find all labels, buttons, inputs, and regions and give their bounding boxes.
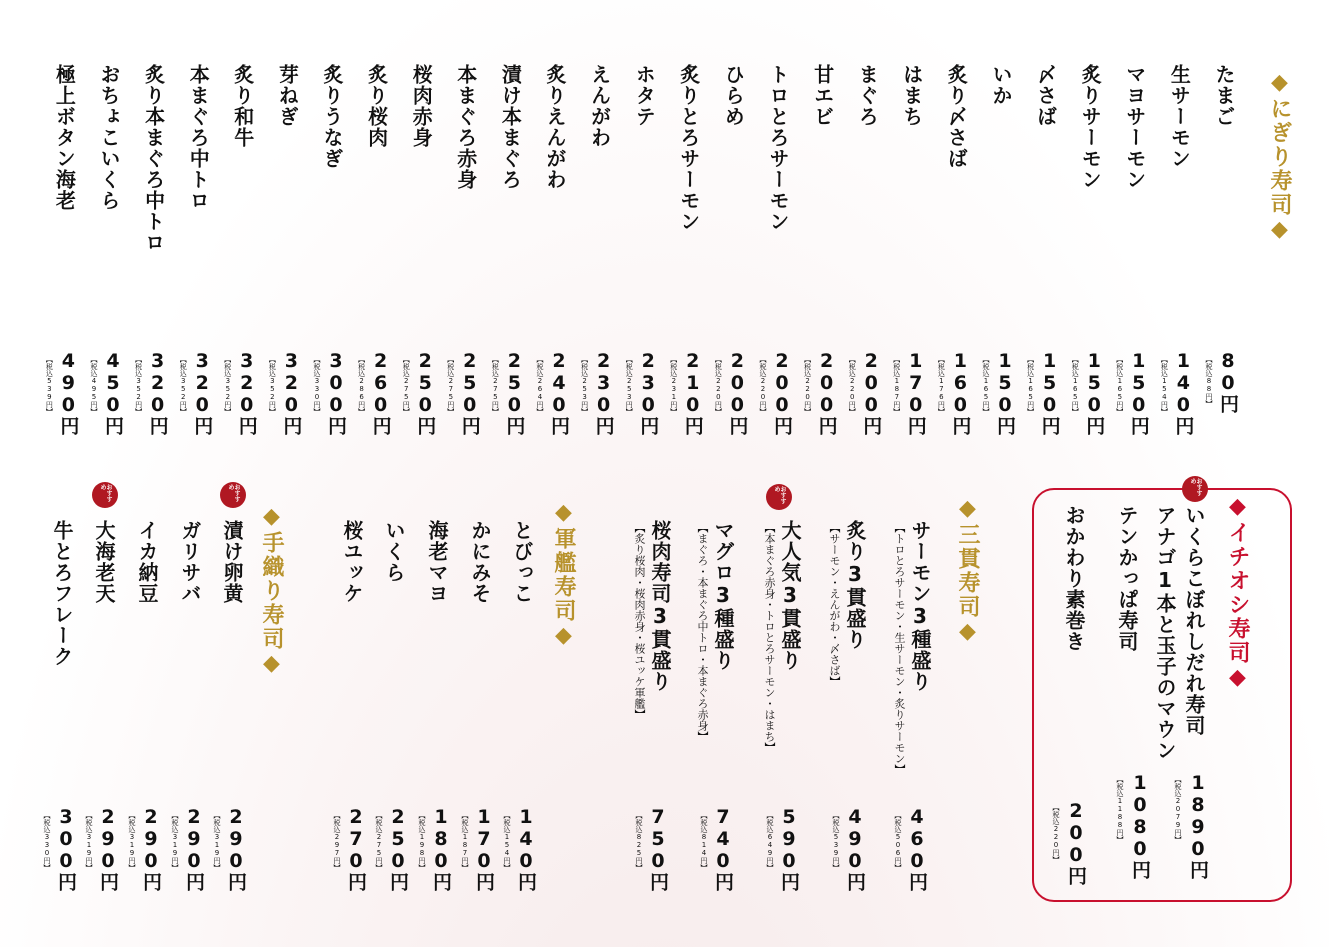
sankan-item-tax: 【税込814円】	[700, 812, 708, 871]
sankan-item-price: 750円	[647, 806, 669, 891]
diamond-icon: ◆	[1225, 665, 1250, 692]
nigiri-item-name: 生サーモン	[1167, 64, 1192, 169]
nigiri-item-price: 200円	[860, 350, 883, 435]
nigiri-item-tax: 【税込286円】	[357, 356, 366, 415]
ichioshi-item-tax: 【税込220円】	[1052, 804, 1060, 863]
nigiri-item-price: 150円	[1127, 350, 1150, 435]
badge-text: おすすめ	[99, 484, 112, 502]
nigiri-item-price: 320円	[191, 350, 214, 435]
ichioshi-title: イチオシ寿司	[1225, 521, 1250, 665]
nigiri-title: にぎり寿司	[1267, 97, 1292, 217]
nigiri-item-name: トロとろサーモン	[766, 64, 790, 232]
teori-item-price: 290円	[225, 806, 247, 891]
gunkan-title: 軍艦寿司	[551, 527, 576, 623]
sankan-item-name: 桜肉寿司3貫盛り	[648, 520, 672, 692]
nigiri-item-price: 450円	[102, 350, 124, 435]
nigiri-item-tax: 【税込275円】	[446, 356, 455, 415]
sankan-item-tax: 【税込506円】	[894, 812, 902, 871]
gunkan-item-price: 270円	[345, 806, 367, 891]
gunkan-item-name: 海老マヨ	[425, 520, 449, 604]
nigiri-item-name: 炙り本まぐろ中トロ	[141, 64, 166, 253]
nigiri-item-name: まぐろ	[855, 64, 880, 127]
nigiri-item-name: 桜肉赤身	[409, 64, 434, 148]
nigiri-item-price: 320円	[235, 350, 258, 435]
teori-item-tax: 【税込319円】	[128, 812, 136, 871]
nigiri-item-name: 炙り和牛	[230, 64, 255, 148]
nigiri-item-name: えんがわ	[587, 64, 612, 148]
nigiri-item-name: 〆さば	[1033, 64, 1058, 127]
sankan-item-price: 490円	[844, 806, 866, 891]
gunkan-item-price: 250円	[387, 806, 409, 891]
nigiri-item-tax: 【税込253円】	[580, 356, 589, 415]
nigiri-item-tax: 【税込352円】	[268, 356, 277, 415]
teori-item-name: イカ納豆	[135, 520, 159, 604]
sankan-item-price: 460円	[906, 806, 928, 891]
ichioshi-item-tax: 【税込1188円】	[1116, 776, 1124, 843]
nigiri-item-tax: 【税込220円】	[803, 356, 812, 415]
gunkan-item-tax: 【税込187円】	[461, 812, 469, 871]
nigiri-item-price: 250円	[458, 350, 481, 435]
nigiri-item-name: 炙りとろサーモン	[676, 64, 701, 232]
nigiri-item-name: 漬け本まぐろ	[498, 64, 523, 190]
nigiri-item-price: 80円	[1217, 350, 1239, 413]
nigiri-item-price: 250円	[414, 350, 437, 435]
nigiri-item-name: いか	[989, 64, 1013, 106]
nigiri-item-name: 本まぐろ赤身	[453, 64, 478, 190]
sankan-item-note: 【トロとろサーモン・生サーモン・炙りサーモン】	[893, 522, 906, 775]
nigiri-item-tax: 【税込330円】	[313, 356, 321, 415]
sankan-item-name: 大人気3貫盛り	[778, 520, 802, 671]
recommend-badge	[92, 482, 118, 508]
sankan-item-note: 【まぐろ・本まぐろ中トロ・本まぐろ赤身】	[696, 522, 709, 742]
gunkan-item-price: 180円	[430, 806, 452, 891]
nigiri-item-price: 240円	[548, 350, 570, 435]
nigiri-item-tax: 【税込231円】	[669, 356, 678, 415]
recommend-badge	[766, 484, 792, 510]
recommend-badge	[1182, 476, 1208, 502]
gunkan-item-tax: 【税込275円】	[375, 812, 383, 871]
diamond-icon: ◆	[259, 651, 284, 678]
sankan-item-price: 740円	[712, 806, 734, 891]
sankan-item-note: 【本まぐろ赤身・トロとろサーモン・はまち】	[763, 522, 776, 753]
gunkan-item-price: 140円	[515, 806, 537, 891]
ichioshi-item-name: いくらこぼれしだれ寿司	[1182, 505, 1206, 736]
nigiri-item-name: 芽ねぎ	[275, 64, 300, 127]
recommend-badge	[220, 482, 246, 508]
gunkan-item-name: とびっこ	[510, 520, 534, 604]
badge-text: おすすめ	[773, 486, 786, 504]
nigiri-item-price: 490円	[57, 350, 80, 435]
gunkan-item-tax: 【税込154円】	[503, 812, 511, 871]
teori-item-price: 290円	[183, 806, 205, 891]
gunkan-item-name: いくら	[382, 520, 406, 583]
gunkan-item-tax: 【税込198円】	[418, 812, 426, 871]
nigiri-item-tax: 【税込352円】	[179, 356, 188, 415]
nigiri-item-price: 200円	[771, 350, 793, 435]
nigiri-item-tax: 【税込352円】	[134, 356, 143, 415]
nigiri-item-price: 150円	[1083, 350, 1106, 435]
nigiri-item-name: 炙りえんがわ	[543, 64, 567, 190]
nigiri-item-price: 140円	[1172, 350, 1195, 435]
nigiri-item-name: たまご	[1212, 64, 1236, 127]
nigiri-item-tax: 【税込253円】	[625, 356, 634, 415]
diamond-icon: ◆	[259, 504, 284, 531]
nigiri-item-price: 230円	[592, 350, 615, 435]
nigiri-item-price: 300円	[325, 350, 347, 435]
ichioshi-header	[1226, 494, 1248, 692]
nigiri-item-name: 甘エビ	[810, 64, 835, 127]
nigiri-item-tax: 【税込275円】	[491, 356, 500, 415]
diamond-icon: ◆	[1267, 70, 1292, 97]
diamond-icon: ◆	[551, 623, 576, 650]
sankan-item-tax: 【税込649円】	[766, 812, 774, 871]
nigiri-item-tax: 【税込165円】	[1026, 356, 1035, 415]
nigiri-item-name: ホタテ	[632, 64, 657, 127]
nigiri-item-price: 260円	[369, 350, 392, 435]
nigiri-item-name: 極上ボタン海老	[52, 64, 77, 211]
ichioshi-item-price: 1080円	[1129, 772, 1151, 879]
nigiri-item-tax: 【税込495円】	[90, 356, 98, 415]
teori-item-name: 大海老天	[92, 520, 116, 604]
nigiri-item-price: 200円	[726, 350, 749, 435]
sankan-item-note: 【炙り桜肉・桜肉赤身・桜ユッケ軍艦】	[633, 522, 646, 720]
nigiri-item-name: ひらめ	[721, 64, 746, 127]
badge-text: おすすめ	[227, 484, 240, 502]
teori-item-price: 290円	[140, 806, 162, 891]
nigiri-item-name: 本まぐろ中トロ	[186, 64, 211, 211]
ichioshi-item-tax: 【税込2079円】	[1174, 776, 1182, 843]
nigiri-header	[1268, 70, 1290, 244]
sankan-item-name: 炙り3貫盛り	[843, 520, 867, 650]
teori-item-tax: 【税込319円】	[171, 812, 179, 871]
nigiri-item-tax: 【税込264円】	[536, 356, 544, 415]
sankan-title: 三貫寿司	[955, 523, 980, 619]
teori-item-name: 牛とろフレーク	[50, 520, 74, 667]
ichioshi-item-name: おかわり素巻き	[1062, 505, 1086, 652]
teori-item-tax: 【税込330円】	[43, 812, 51, 871]
teori-header	[260, 504, 282, 678]
sankan-item-price: 590円	[778, 806, 800, 891]
diamond-icon: ◆	[1267, 217, 1292, 244]
gunkan-item-name: 桜ユッケ	[340, 520, 364, 604]
gunkan-item-tax: 【税込297円】	[333, 812, 341, 871]
ichioshi-item-price: 200円	[1065, 800, 1087, 885]
gunkan-header	[552, 500, 574, 650]
nigiri-item-name: 炙りサーモン	[1078, 64, 1103, 190]
ichioshi-item-name: アナゴ1本と玉子のマウンテンかっぱ寿司	[1115, 505, 1177, 761]
nigiri-item-tax: 【税込165円】	[1115, 356, 1124, 415]
nigiri-item-tax: 【税込176円】	[937, 356, 946, 415]
sankan-item-name: マグロ3種盛り	[711, 520, 735, 671]
teori-title: 手織り寿司	[259, 531, 284, 651]
nigiri-item-tax: 【税込187円】	[892, 356, 901, 415]
nigiri-item-price: 210円	[681, 350, 704, 435]
nigiri-item-tax: 【税込220円】	[714, 356, 723, 415]
nigiri-item-tax: 【税込275円】	[402, 356, 411, 415]
nigiri-item-tax: 【税込88円】	[1205, 356, 1213, 407]
nigiri-item-tax: 【税込220円】	[848, 356, 857, 415]
nigiri-item-price: 250円	[503, 350, 526, 435]
sankan-header	[956, 496, 978, 646]
nigiri-item-price: 170円	[904, 350, 927, 435]
nigiri-item-name: 炙り桜肉	[364, 64, 389, 148]
teori-item-name: 漬け卵黄	[220, 520, 244, 604]
diamond-icon: ◆	[955, 619, 980, 646]
sankan-item-name: サーモン3種盛り	[908, 520, 932, 692]
gunkan-item-name: かにみそ	[468, 520, 492, 604]
nigiri-item-name: おちょこいくら	[97, 64, 121, 211]
nigiri-item-tax: 【税込154円】	[1160, 356, 1169, 415]
sankan-item-note: 【サーモン・えんがわ・〆さば】	[828, 522, 841, 687]
nigiri-item-price: 150円	[1038, 350, 1061, 435]
teori-item-tax: 【税込319円】	[85, 812, 93, 871]
nigiri-item-name: マヨサーモン	[1122, 64, 1147, 190]
diamond-icon: ◆	[1225, 494, 1250, 521]
diamond-icon: ◆	[955, 496, 980, 523]
nigiri-item-price: 160円	[949, 350, 972, 435]
ichioshi-item-price: 1890円	[1187, 772, 1209, 879]
nigiri-item-tax: 【税込220円】	[759, 356, 767, 415]
nigiri-item-name: はまち	[899, 64, 924, 127]
nigiri-item-name: 炙り〆さば	[944, 64, 969, 169]
nigiri-item-tax: 【税込539円】	[45, 356, 54, 415]
teori-item-name: ガリサバ	[178, 520, 202, 604]
teori-item-price: 300円	[55, 806, 77, 891]
teori-item-tax: 【税込319円】	[213, 812, 221, 871]
nigiri-item-price: 320円	[280, 350, 303, 435]
gunkan-item-price: 170円	[473, 806, 495, 891]
nigiri-item-price: 230円	[637, 350, 660, 435]
nigiri-item-price: 200円	[815, 350, 838, 435]
nigiri-item-price: 320円	[146, 350, 169, 435]
badge-text: おすすめ	[1189, 478, 1202, 496]
nigiri-item-tax: 【税込165円】	[1071, 356, 1080, 415]
nigiri-item-tax: 【税込352円】	[223, 356, 232, 415]
nigiri-item-name: 炙りうなぎ	[320, 64, 344, 169]
teori-item-price: 290円	[97, 806, 119, 891]
diamond-icon: ◆	[551, 500, 576, 527]
sankan-item-tax: 【税込539円】	[832, 812, 840, 871]
sankan-item-tax: 【税込825円】	[635, 812, 643, 871]
nigiri-item-tax: 【税込165円】	[982, 356, 990, 415]
nigiri-item-price: 150円	[994, 350, 1016, 435]
